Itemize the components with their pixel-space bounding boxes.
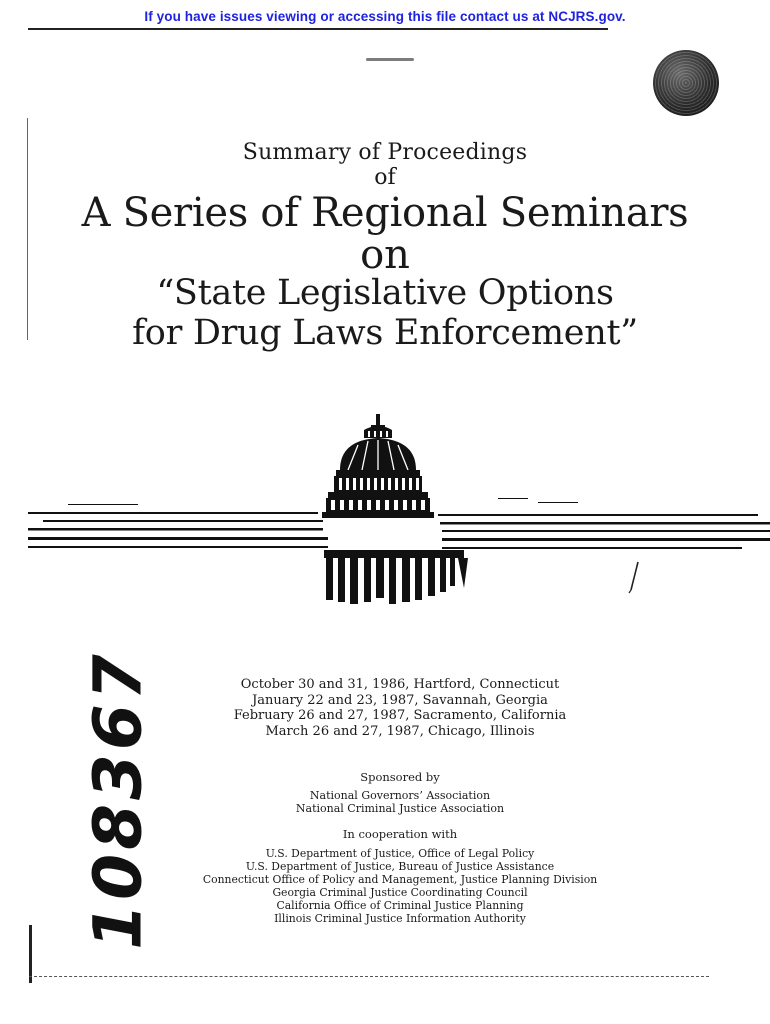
- cooperator-5: California Office of Criminal Justice Planning: [276, 899, 524, 912]
- cooperator-4: Georgia Criminal Justice Coordinating Council: [272, 886, 528, 899]
- title-pre-line-2: of: [374, 165, 396, 190]
- cooperator-list: [160, 847, 640, 925]
- main-title-line-4: for Drug Laws Enforcement”: [132, 313, 638, 353]
- seminar-date-1: October 30 and 31, 1986, Hartford, Connecticut: [240, 677, 560, 692]
- cooperator-6: Illinois Criminal Justice Information Authority: [274, 912, 526, 925]
- sponsor-list: [160, 789, 640, 815]
- cooperator-2: U.S. Department of Justice, Bureau of Justice Assistance: [245, 860, 555, 873]
- bottom-rule: [29, 976, 709, 978]
- sponsor-1: National Governors’ Association: [309, 789, 491, 802]
- main-title-line-3: “State Legislative Options: [156, 273, 614, 313]
- sponsored-by-label: Sponsored by: [360, 770, 440, 784]
- main-title-line-2: on: [360, 232, 410, 278]
- ncjrs-notice-link[interactable]: If you have issues viewing or accessing this file contact us at NCJRS.gov.: [144, 9, 626, 24]
- in-cooperation-label: In cooperation with: [342, 827, 458, 841]
- seminar-date-3: February 26 and 27, 1987, Sacramento, California: [233, 708, 567, 723]
- seminar-dates: [160, 677, 640, 739]
- seminar-date-4: March 26 and 27, 1987, Chicago, Illinois: [265, 723, 535, 739]
- margin-mark: [29, 925, 32, 983]
- title-pre-line-1: Summary of Proceedings: [242, 140, 528, 165]
- header-rule: [28, 28, 608, 30]
- sponsor-2: National Criminal Justice Association: [295, 802, 505, 815]
- cooperator-1: U.S. Department of Justice, Office of Legal Policy: [265, 847, 535, 860]
- pen-slash-mark: [627, 560, 641, 594]
- main-title-line-1: A Series of Regional Seminars: [81, 190, 689, 236]
- scan-smudge: [366, 58, 414, 61]
- scan-stamp-circle: [653, 50, 719, 116]
- cooperator-3: Connecticut Office of Policy and Management, Justice Planning Division: [202, 873, 598, 886]
- seminar-date-2: January 22 and 23, 1987, Savannah, Georgia: [252, 692, 548, 708]
- capitol-dome-illustration: [28, 412, 770, 612]
